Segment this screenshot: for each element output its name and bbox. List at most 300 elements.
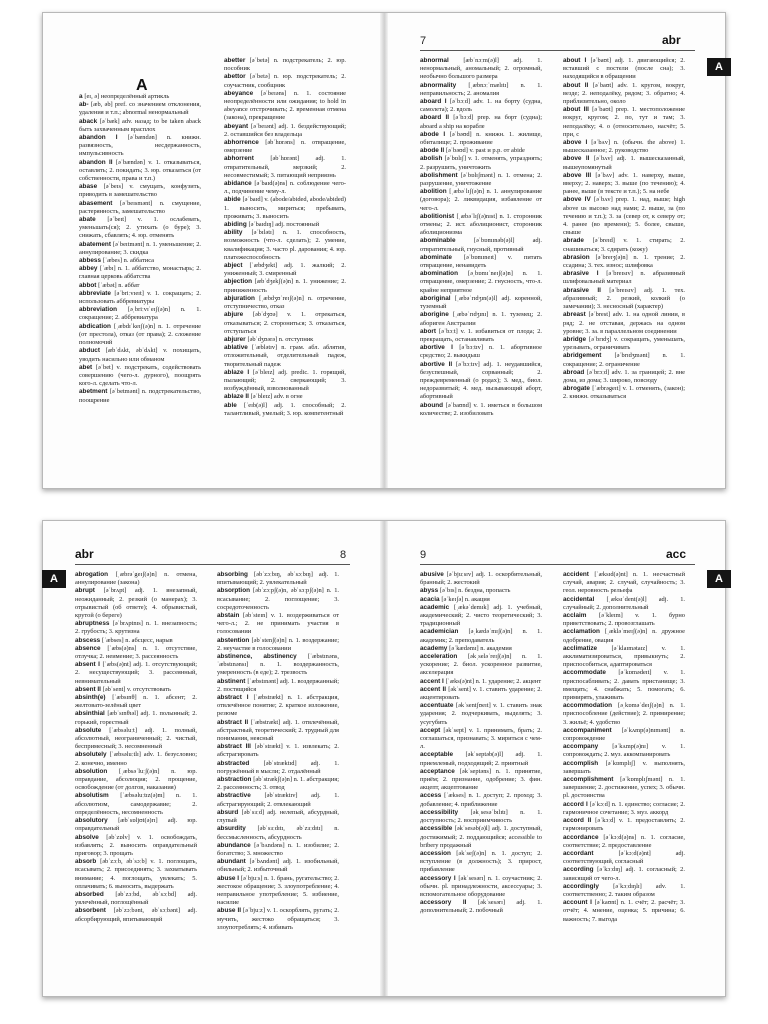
entry-headword: abolishment: [420, 171, 461, 179]
entry-definition: [əˈbaʊt] adj. 1. двигающийся; 2. вставший с постели (после сна); 3. находящийся в обращении: [563, 57, 685, 81]
entry-definition: [əbˈstenʃ(ə)n] n. 1. воздержание; 2. неучастие в голосовании: [217, 636, 339, 652]
entry-definition: [ˈæbs(ə)ns] n. 1. отсутствие, отлучка; 2. неимение; 3. рассеянность: [75, 644, 197, 661]
entry-definition: [əkˌseləˈreɪʃ(ə)n] n. 1. ускорение; 2. биол. ускоренное развитие, акселерация: [420, 653, 542, 677]
entry-headword: accident: [563, 571, 595, 578]
entry-headword: above II: [563, 155, 594, 163]
entry-definition: [eɪ, ə] неопределённый артикль: [84, 93, 170, 100]
entry-headword: abuse II: [217, 907, 244, 915]
page-number: 8: [340, 549, 347, 561]
dictionary-entry: [420, 188, 542, 213]
entry-headword: absolute: [75, 726, 110, 734]
entry-headword: abominate: [420, 253, 464, 261]
entry-headword: abstinent: [217, 677, 248, 685]
dictionary-entry: [563, 669, 685, 702]
entry-definition: [ˈæbsəluːtɪz(ə)m] n. 1. абсолютизм, самодержавие; 2. определённость, несомненность: [75, 792, 197, 816]
entry-headword: abstractive: [217, 792, 265, 800]
entry-headword: abeyance: [224, 89, 261, 97]
entry-definition: [ˈæbdʒekt] adj. 1. жалкий; 2. униженный; 3. смиренный: [224, 262, 346, 278]
column: [75, 571, 197, 989]
entry-headword: abjure: [224, 311, 253, 319]
dictionary-entry: [224, 402, 346, 418]
entry-headword: accord II: [563, 817, 596, 825]
dictionary-entry: [75, 891, 197, 907]
entry-definition: [əˈkɔːdɪŋ] adj. 1. согласный; 2. зависящий от чего-л.: [563, 866, 685, 882]
dictionary-entry: [420, 295, 542, 311]
dictionary-entry: [563, 776, 685, 801]
dictionary-entry: [224, 90, 346, 123]
entry-definition: [əkˌsesəˈbɪlɪtɪ] n. 1. доступность; 2. восприимчивость: [420, 808, 542, 825]
entry-headword: abettor: [224, 73, 250, 81]
entry-definition: [ˌæbdʒʊˈreɪʃ(ə)n] n. отречение, отступничество, отказ: [224, 294, 346, 311]
entry-definition: [ˈæbrəgeɪt] v. 1. отменять, (закон); 2. книжн. отказываться: [563, 385, 685, 401]
dictionary-entry: [75, 710, 197, 726]
dictionary-entry: [420, 751, 542, 767]
entry-headword: abominable: [420, 237, 474, 245]
dictionary-entry: [563, 336, 685, 352]
dictionary-entry: [563, 155, 685, 171]
entry-headword: accessory I: [420, 874, 459, 882]
dictionary-entry: [563, 702, 685, 727]
entry-headword: abjuration: [224, 294, 260, 302]
entry-definition: [əˈbʌndənt] adj. 1. изобильный, обильный; 2. избыточный: [217, 858, 339, 874]
entry-headword: abolition: [420, 188, 450, 196]
entry-definition: [ˌæbsəˈluːʃ(ə)n] n. юр. оправдание, абсолюция; 2. прощение, освобождение (от долгов, наказания): [75, 767, 197, 792]
dictionary-entry: [217, 678, 339, 694]
entry-headword: account I: [563, 899, 595, 907]
entry-definition: [əbˈsteɪn] v. 1. воздерживаться от чего-л.; 2. не принимать участия в голосовании: [217, 612, 339, 636]
entry-headword: absolutism: [75, 792, 121, 800]
entry-definition: [əˈkɔːd] v. 1. предоставлять; 2. гармонировать: [563, 817, 685, 833]
entry-headword: absorption: [217, 587, 254, 595]
dictionary-entry: [79, 159, 201, 184]
dictionary-entry: [79, 118, 201, 134]
dictionary-entry: [224, 229, 346, 262]
entry-definition: [əˈbɒlɪʃ] v. 1. отменять, упразднять; 2. разрушить, уничтожить: [420, 155, 542, 171]
dictionary-entry: [217, 653, 339, 678]
entry-headword: able: [224, 401, 244, 409]
entry-headword: abhorrence: [224, 139, 266, 147]
entry-definition: [əˈbʌv] adj. 1. вышесказанный, вышеупомянутый: [563, 155, 685, 171]
dictionary-entry: [75, 751, 197, 767]
entry-definition: [ˌæksɪˈdent(ə)l] adj. 1. случайный; 2. дополнительный: [563, 595, 685, 611]
entry-headword: abrupt: [75, 587, 104, 595]
entry-headword: acclimatize: [563, 644, 612, 652]
entry-definition: [əˈbəʊd] v. past и p.p. от abide: [445, 147, 525, 155]
entry-headword: abrasive I: [563, 270, 607, 278]
entry-headword: abort: [420, 327, 439, 335]
entry-definition: [ˈæbs(ə)nt] adj. 1. отсутствующий; 2. несуществующий; 3. рассеянный, невнимательный: [75, 661, 197, 685]
dictionary-entry: [563, 883, 685, 899]
dictionary-entry: [563, 899, 685, 924]
entry-definition: [ˌæbnɔːˈmælɪtɪ] n. 1. неправильность; 2. аномалия: [420, 81, 542, 97]
dictionary-entry: [79, 183, 201, 199]
entry-definition: [əˈbetə] n. подстрекатель; 2. юр. пособник: [224, 57, 346, 73]
entry-headword: abstain: [217, 612, 243, 620]
entry-definition: [əbˈstrækʃ(ə)n] n. 1. абстракция; 2. рассеянность; 3. отвод: [217, 776, 339, 792]
entry-definition: [ˌæbəˈlɪʃ(ə)nɪst] n. 1. сторонник отмены; 2. ист. аболиционист, сторонник аболиционизма: [420, 212, 542, 237]
entry-headword: abide: [224, 196, 243, 204]
entry-headword: abstract I: [217, 694, 254, 702]
entry-definition: [əˈbɔːtɪv] adj. 1. неудавшийся, безуспешный, сорванный; 2. преждевременный (о родах); 3. мед., биол. недоразвитый; 4. мед. вызывающий аборт, абортивный: [420, 360, 542, 401]
entry-headword: accommodate: [563, 669, 619, 677]
entry-headword: accomplishment: [563, 776, 621, 784]
dictionary-entry: [420, 809, 542, 825]
dictionary-entry: [563, 352, 685, 368]
entry-definition: [ˈæbsɪnθ] n. 1. абсент; 2. желтовато-зелёный цвет: [75, 694, 197, 710]
entry-definition: [əbˈzɔːbɪŋ, əbˈsɔːbɪŋ] adj. 1. впитывающий; 2. увлекательный: [217, 571, 339, 587]
entry-headword: abbey: [79, 265, 100, 273]
dictionary-entry: [563, 254, 685, 270]
dictionary-entry: [563, 850, 685, 866]
section-letter: A: [136, 77, 148, 94]
running-head: acc: [666, 547, 687, 561]
dictionary-entry: [75, 792, 197, 817]
dictionary-entry: [563, 866, 685, 882]
dictionary-entry: [420, 131, 542, 147]
dictionary-entry: [217, 907, 339, 932]
dictionary-entry: [75, 645, 197, 661]
dictionary-entry: [217, 776, 339, 792]
entry-definition: [əˈbet] v. подстрекать, содействовать совершению (чего-л. дурного), поощрять кого-л. сделать что-л.: [79, 363, 201, 388]
entry-definition: [əˈbleɪz] adv. в огне: [250, 393, 303, 401]
page-8: [43, 521, 380, 996]
entry-headword: accomplish: [563, 759, 606, 767]
dictionary-entry: [420, 587, 542, 595]
dictionary-entry: [420, 792, 542, 808]
entry-definition: [əkˈsent] v. 1. ставить ударение; 2. акцентировать: [420, 685, 542, 702]
dictionary-entry: [420, 57, 542, 82]
dictionary-entry: [563, 628, 685, 644]
dictionary-entry: [563, 612, 685, 628]
entry-headword: acclamation: [563, 628, 605, 636]
entry-definition: [əbˈsent] v. отсутствовать: [102, 685, 171, 693]
entry-headword: accordance: [563, 833, 604, 841]
dictionary-entry: [420, 270, 542, 295]
dictionary-entry: [75, 768, 197, 793]
entry-definition: [əˈbreɪʒ(ə)n] n. 1. трение; 2. ссадина; 3. тех. износ; шлифовка: [563, 253, 685, 270]
entry-definition: [əˈbeɪt] v. 1. ослабевать, уменьшать(ся); 2. утихать (о буре); 3. снижать, сбавлять; 4. юр. отменять: [79, 216, 201, 240]
entry-headword: abreast: [563, 311, 589, 319]
dictionary-entry: [79, 282, 201, 290]
entry-definition: [əˈbreɪsɪv] n. абразивный шлифовальный материал: [563, 270, 685, 286]
entry-headword: abundant: [217, 858, 250, 866]
entry-definition: [əˈkɒmədeɪt] v. 1. приспосабливать; 2. давать пристанище; 3. вмещать; 4. снабжать; 5. помогать; 6. примирять, улаживать: [563, 669, 685, 702]
dictionary-entry: [217, 858, 339, 874]
entry-definition: [əkˈseʃ(ə)n] n. 1. доступ; 2. вступление (в должность); 3. прирост, прибавление: [420, 849, 542, 874]
entry-headword: abolitionist: [420, 212, 457, 220]
entry-headword: abnormality: [420, 81, 469, 89]
entry-headword: abridgement: [563, 352, 615, 360]
entry-definition: [əˈbʌv] prep. 1. над, выше; high above us высоко над нами; 2. выше, за (по течению и т.п.); 3. за (север от, к северу от; 4. ранее (во времени); 5. более, свыше, свыше: [563, 196, 685, 237]
dictionary-entry: [224, 123, 346, 139]
dictionary-entry: [563, 237, 685, 253]
entry-definition: [æbˈnɔːm(ə)l] adj. 1. ненормальный, аномальный; 2. огромный, необычно большого размера: [420, 57, 542, 81]
dictionary-entry: [75, 571, 197, 587]
entry-definition: [ˌæbəˈrɪdʒɪnɪ] n. 1. туземец; 2. абориген Австралии: [420, 311, 542, 327]
entry-definition: [əˈbɔːd] prep. на борт (судна); aboard a ship на корабле: [420, 114, 542, 130]
entry-headword: abasement: [79, 199, 120, 207]
entry-definition: [əˈbɒlɪʃmənt] n. 1. отмена; 2. разрушение, уничтожение: [420, 171, 542, 188]
dictionary-entry: [79, 290, 201, 306]
entry-headword: ab-: [79, 101, 92, 109]
entry-definition: [əˈkædəmɪ] n. академия: [449, 644, 512, 652]
dictionary-entry: [224, 139, 346, 155]
entry-definition: [əˈkɔːd(ə)nt] adj. соответствующий, согласный: [563, 849, 685, 866]
dictionary-entry: [217, 792, 339, 808]
entry-headword: abetter: [224, 57, 250, 64]
entry-definition: [əˈbrʌpt] adj. 1. внезапный, неожиданный; 2. резкий (о манерах); 3. отрывистый (об ответе); 4. обрывистый, крутой (о береге): [75, 587, 197, 620]
dictionary-entry: [75, 661, 197, 686]
entry-headword: accession: [420, 849, 457, 857]
entry-headword: academy: [420, 644, 450, 652]
entry-headword: abatement: [79, 240, 113, 248]
entry-headword: absorbent: [75, 907, 114, 915]
dictionary-entry: [420, 155, 542, 171]
entry-definition: [əkˈseptəns] n. 1. принятие, приём; 2. признание, одобрение; 3. фин. акцепт, акцептование: [420, 767, 542, 792]
entry-headword: abiding: [224, 221, 249, 229]
entry-headword: ablaze II: [224, 393, 251, 401]
entry-definition: [ˌæbəˈrɪdʒɪn(ə)l] adj. коренной, туземный: [420, 294, 542, 311]
book-gutter: [380, 521, 388, 996]
dictionary-entry: [79, 265, 201, 281]
dictionary-entry: [563, 311, 685, 336]
dictionary-entry: [224, 311, 346, 336]
entry-definition: [ˈækses] n. 1. доступ; 2. проход; 3. добавление; 4. приближение: [420, 792, 542, 808]
entry-definition: [əˈbrʌptnɪs] n. 1. внезапность; 2. грубость; 3. крутизна: [75, 620, 197, 636]
entry-headword: absent I: [75, 661, 103, 669]
entry-definition: [ˈæbstrækt] adj. 1. отвлечённый, абстрактный, теоретический; 2. трудный для понимания, неясный: [217, 718, 339, 743]
entry-definition: [əˈbeɪsmənt] n. смущение, растерянность, замешательство: [79, 199, 201, 215]
entry-headword: abomination: [420, 270, 468, 278]
entry-headword: absent II: [75, 685, 103, 693]
dictionary-entry: [420, 213, 542, 238]
dictionary-entry: [224, 295, 346, 311]
entry-definition: [əbˈzɒlv] v. 1. освобождать, избавлять; 2. выносить оправдательный приговор; 3. прощать: [75, 833, 197, 857]
entry-definition: [əˈbaʊt] prep. 1. местоположение вокруг, кругом; 2. по, тут и там; 3. неподалёку; 4. о (относительно, насчёт; 5. при, с: [563, 106, 685, 138]
entry-headword: abstracted: [217, 759, 264, 767]
dictionary-entry: [75, 694, 197, 710]
entry-headword: accent I: [420, 677, 446, 685]
entry-definition: [əbˈstrækt] v. 1. извлекать; 2. абстрагировать: [217, 743, 339, 759]
entry-definition: [əˈbleɪz] adj. predic. 1. горящий, пылающий; 2. сверкающий; 3. возбуждённый, взволнованный: [224, 368, 346, 393]
dictionary-entry: [420, 172, 542, 188]
dictionary-entry: [563, 106, 685, 139]
entry-definition: [əˈbɒmɪnəb(ə)l] adj. отвратительный, гнусный, противный: [420, 237, 542, 253]
entry-definition: [əbˈzɔːb, əbˈsɔːb] v. 1. поглощать, всасывать; 2. присоединять; 3. захватывать внимание; 4. поглощать, увлекать; 5. оплачивать; 6. выносить, выдержать: [75, 858, 197, 890]
dictionary-entry: [224, 344, 346, 369]
entry-headword: absurdity: [217, 825, 258, 833]
entry-definition: [əˈbrest] adv. 1. на одной линии, в ряд; 2. не отставая, держась на одном уровне; 3. за. в параллельном соединении: [563, 311, 685, 335]
entry-definition: [ˈæbstɪnənt] adj. 1. воздержанный; 2. постящийся: [217, 677, 339, 693]
dictionary-entry: [75, 834, 197, 859]
entry-headword: absolutely: [75, 751, 110, 759]
entry-definition: [əˈbreɪsɪv] adj. 1. тех. абразивный; 2. резкий, колкий (о замечании); 3. несносный (характер): [563, 286, 685, 311]
dictionary-entry: [563, 817, 685, 833]
dictionary-entry: [563, 287, 685, 312]
entry-definition: [əˌbriːvɪˈeɪʃ(ə)n] n. 1. сокращение; 2. аббревиатура: [79, 306, 201, 322]
entry-headword: aboard I: [420, 98, 450, 106]
entry-definition: [əˈbriːvɪeɪt] v. 1. сокращать; 2. использовать аббревиатуры: [79, 289, 201, 306]
entry-definition: [əˈbaɪdɪŋ] adj. постоянный: [248, 221, 320, 229]
dictionary-entry: [563, 743, 685, 759]
entry-definition: [əˈbændən] n. книжн. развязность, несдержанность, импульсивность: [79, 134, 201, 158]
entry-definition: [əbˈzɔːbd, əbˈsɔːbd] adj. увлечённый, поглощённый: [75, 890, 197, 907]
entry-headword: abjurer: [224, 335, 248, 343]
entry-definition: [əˈbʌndəns] n. 1. изобилие; 2. богатство; 3. множество: [217, 841, 339, 857]
entry-definition: [əbˈstræktɪd] adj. 1. погружённый в мысли; 2. отдалённый: [217, 759, 339, 775]
entry-definition: [ˈæbses] n. абсцесс, нарыв: [102, 636, 173, 644]
column: [79, 93, 201, 481]
column: [420, 571, 542, 989]
dictionary-entry: [217, 743, 339, 759]
dictionary-entry: [420, 571, 542, 587]
entry-headword: about I: [563, 57, 591, 64]
dictionary-entry: [75, 620, 197, 636]
dictionary-entry: [79, 364, 201, 389]
entry-headword: abject: [224, 262, 250, 270]
page-7: [388, 13, 725, 488]
entry-headword: abnormal: [420, 57, 464, 64]
entry-definition: [ˈæbstɪnəns, ˈæbstɪnənsɪ] n. 1. воздержанность, умеренность (в еде); 2. трезвость: [217, 653, 339, 677]
dictionary-entry: [420, 237, 542, 253]
entry-headword: abound: [420, 401, 446, 409]
entry-definition: [æbˈsɪnθɪəl] adj. 1. полынный; 2. горький, горестный: [75, 710, 197, 726]
entry-definition: [əkˈsesəb(ə)l] adj. 1. доступный, достижимый; 2. поддающийся; accessible to bribery продажный: [420, 825, 542, 849]
dictionary-entry: [224, 57, 346, 73]
entry-definition: [əˈbaɪd(ə)ns] n. соблюдение чего-л., подчинение чему-л.: [224, 180, 346, 196]
entry-headword: abroad: [563, 368, 587, 376]
entry-definition: [əˈkʌmp(ə)nɪ] v. 1. сопровождать; 2. муз. аккомпанировать: [563, 743, 685, 759]
dictionary-entry: [75, 858, 197, 891]
entry-headword: abyss: [420, 587, 440, 595]
dictionary-entry: [75, 637, 197, 645]
dictionary-entry: [420, 311, 542, 327]
entry-headword: aback: [79, 117, 100, 125]
entry-headword: absolution: [75, 767, 120, 775]
running-head: abr: [75, 547, 94, 561]
entry-headword: accompany: [563, 743, 613, 751]
entry-definition: [əˈbaʊt] adv. 1. кругом, вокруг, везде; 2. неподалёку, рядом; 3. обратно; 4. приблизительно, около: [563, 81, 685, 106]
entry-definition: [ˈæbət] n. аббат: [98, 281, 140, 289]
dictionary-entry: [224, 369, 346, 394]
dictionary-entry: [420, 899, 542, 915]
entry-definition: [əˈbeɪtmənt] n. 1. уменьшение; 2. аннулирование; 3. скидка: [79, 240, 201, 256]
entry-definition: [əkˈseptəb(ə)l] adj. 1. приемлемый, подходящий; 2. приятный: [420, 751, 542, 767]
entry-definition: [æb, əb] pref. со значением отклонения, удаления и т.п.; abnormal ненормальный: [79, 101, 201, 117]
entry-headword: absence: [75, 644, 108, 652]
entry-headword: abrasion: [563, 253, 596, 261]
dictionary-entry: [79, 93, 201, 101]
dictionary-entry: [420, 361, 542, 402]
entry-headword: abode II: [420, 147, 446, 155]
dictionary-entry: [224, 73, 346, 89]
dictionary-entry: [217, 719, 339, 744]
entry-definition: [əkˈsept] v. 1. принимать, брать; 2. соглашаться, признавать; 3. мириться с чем-л.: [420, 726, 542, 751]
entry-headword: accordant: [563, 849, 619, 857]
entry-definition: [əkˈsesərɪ] n. 1. соучастник; 2. обычн. pl. принадлежности, аксессуары; 3. вспомогательное оборудование: [420, 874, 542, 898]
entry-headword: accordingly: [563, 882, 614, 890]
entry-definition: [əbˈhɒrənt] adj. 1. отвратительный, мерзкий; 2. несовместимый; 3. питающий неприязнь: [224, 155, 346, 179]
dictionary-entry: [420, 686, 542, 702]
dictionary-entry: [217, 637, 339, 653]
entry-definition: [əˈkeɪʃə] n. акация: [441, 595, 490, 603]
dictionary-entry: [420, 653, 542, 678]
entry-headword: abrasive II: [563, 286, 610, 294]
entry-definition: [æbˈdʒekʃ(ə)n] n. 1. унижение; 2. приниженность: [224, 278, 346, 294]
entry-definition: [ˈæbes] n. аббатиса: [102, 257, 154, 265]
dictionary-entry: [563, 596, 685, 612]
dictionary-entry: [563, 385, 685, 401]
page-number: 9: [420, 549, 427, 561]
entry-headword: academic: [420, 603, 454, 611]
entry-definition: [əˈbaʊnd] v. 1. иметься в большом количестве; 2. изобиловать: [420, 401, 542, 417]
entry-headword: abjection: [224, 278, 255, 286]
entry-definition: [əˈbɪlətɪ] n. 1. способность, возможность (что-л. сделать); 2. умение, квалификация; 3. часто pl. дарования; 4. юр. платежеспособность: [224, 229, 346, 261]
entry-headword: a: [79, 93, 85, 100]
dictionary-entry: [75, 817, 197, 833]
dictionary-entry: [563, 369, 685, 385]
entry-definition: [əˈbɪs] n. бездна, пропасть: [439, 587, 511, 595]
entry-definition: [əˈbɔːtɪv] n. 1. абортивное средство; 2. выкидыш: [420, 344, 542, 360]
dictionary-entry: [420, 98, 542, 114]
entry-definition: [əbˈdʒʊərə] n. отступник: [247, 335, 314, 343]
entry-headword: accommodation: [563, 702, 618, 710]
entry-headword: access: [420, 792, 445, 800]
entry-definition: [əˈbæk] adv. назад; to be taken aback быть захваченным врасплох: [79, 117, 201, 133]
entry-definition: [əbˈdʒʊə] v. 1. отрекаться, отказываться; 2. сторониться; 3. отказаться, отступаться: [224, 311, 346, 335]
dictionary-entry: [79, 306, 201, 322]
entry-headword: according: [563, 866, 598, 874]
dictionary-entry: [420, 825, 542, 850]
dictionary-entry: [563, 172, 685, 197]
dictionary-entry: [217, 571, 339, 587]
book-gutter: [380, 13, 388, 488]
entry-headword: absorbed: [75, 890, 116, 898]
entry-headword: abduct: [79, 347, 106, 355]
running-head: abr: [662, 33, 681, 47]
entry-definition: [əˈklaɪmətaɪz] v. 1. акклиматизироваться, привыкнуть; 2. приспособиться, адаптироваться: [563, 644, 685, 669]
dictionary-entry: [79, 323, 201, 348]
dictionary-entry: [224, 196, 346, 221]
dictionary-entry: [420, 875, 542, 900]
column: [217, 571, 339, 989]
book-spread-bottom: [42, 520, 726, 997]
entry-definition: [əbˈstræktɪv] adj. 1. абстрагирующий; 2. отвлекающий: [217, 792, 339, 808]
entry-headword: accentuate: [420, 702, 456, 710]
entry-headword: abandon I: [79, 134, 128, 142]
entry-definition: [əˈbəʊd] n. книжн. 1. жилище, обиталище; 2. проживание: [420, 130, 542, 147]
dictionary-entry: [420, 147, 542, 155]
entry-definition: [əbˈzɔːpʃ(ə)n, əbˈsɔːpʃ(ə)n] n. 1. всасывание; 2. поглощение; 3. сосредоточенность: [217, 587, 339, 611]
dictionary-entry: [224, 278, 346, 294]
entry-headword: aboriginal: [420, 294, 455, 302]
dictionary-entry: [563, 139, 685, 155]
entry-definition: [ˌæbəˈlɪʃ(ə)n] n. 1. аннулирование (договора); 2. ликвидация, избавление от чего-л.: [420, 188, 542, 212]
entry-definition: [ˌæbrəˈgeɪʃ(ə)n] n. отмена, аннулирование (закона): [75, 571, 197, 587]
dictionary-entry: [79, 134, 201, 159]
entry-headword: aborigine: [420, 311, 453, 319]
dictionary-entry: [217, 875, 339, 908]
entry-headword: absurd: [217, 808, 242, 816]
entry-definition: [əˈbɒmɪneɪt] v. питать отвращение, ненавидеть: [420, 253, 542, 270]
entry-definition: [əbˈsɜːd] adj. нелепый, абсурдный, глупый: [217, 808, 339, 825]
entry-definition: [əˈkɔːdɪŋlɪ] adv. 1. соответственно; 2. таким образом: [563, 882, 685, 898]
dictionary-entry: [79, 101, 201, 117]
entry-headword: abetment: [79, 388, 110, 396]
dictionary-entry: [420, 596, 542, 604]
entry-definition: [əˌkɒməˈdeɪʃ(ə)n] n. 1. приспособление (действие); 2. примирение; 3. жильё; 4. удобство: [563, 702, 685, 726]
entry-headword: absinthial: [75, 710, 108, 718]
